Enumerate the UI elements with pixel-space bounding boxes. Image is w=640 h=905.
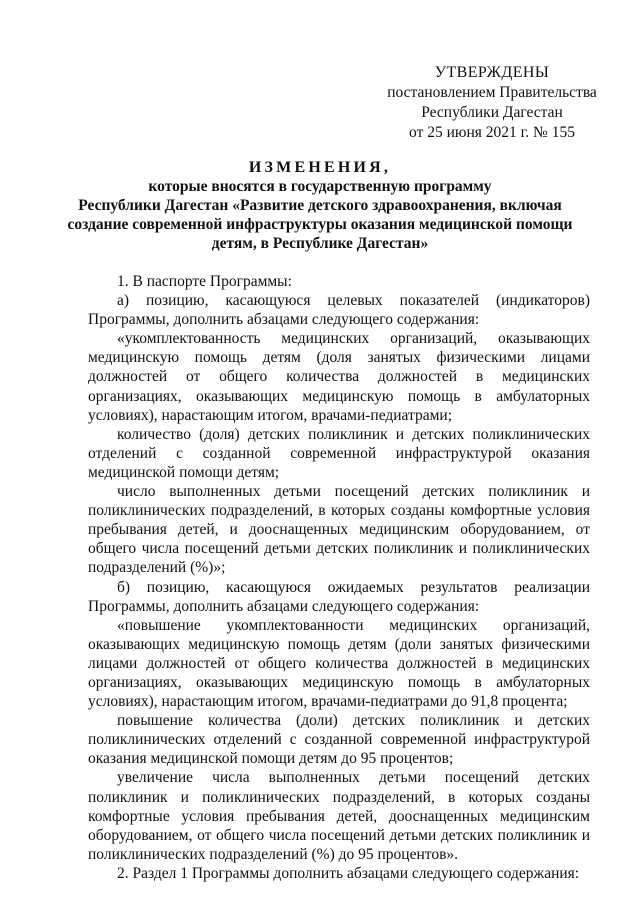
title-line-2: Республики Дагестан «Развитие детского здравоохранения, включая [78,197,562,214]
approval-line-3: от 25 июня 2021 г. № 155 [409,124,575,141]
paragraph: количество (доля) детских поликлиник и детских поликлинических отделений с созданной современной инфраструктурой оказания медицинской помощи детям; [88,425,590,481]
approval-stamp [372,63,612,143]
paragraph: 1. В паспорте Программы: [117,273,292,290]
paragraph: а) позицию, касающуюся целевых показателей (индикаторов) Программы, дополнить абзацами следующего содержания: [88,292,590,329]
title-line-1: которые вносятся в государственную программу [148,178,492,195]
document-body [88,272,590,883]
paragraph: повышение количества (доли) детских поликлиник и детских поликлинических отделений с созданной современной инфраструктурой оказания медицинской помощи детям до 95 процентов; [88,712,590,768]
paragraph: 2. Раздел 1 Программы дополнить абзацами следующего содержания: [117,864,580,882]
paragraph: число выполненных детьми посещений детских поликлиник и поликлинических подразделений, в которых созданы комфортные условия пребывания детей, и дооснащенных медицинским оборудованием, от общего числа посещений детьми детских поликлиник и поликлинических подразделений (%)»; [88,483,590,577]
approval-line-2: Республики Дагестан [421,104,563,121]
paragraph: «укомплектованность медицинских организаций, оказывающих медицинскую помощь детям (доля занятых физическими лицами должностей от общего количества должностей в медицинских организациях, оказывающих медицинскую помощь в амбулаторных условиях), нарастающим итогом, врачами-педиатрами; [88,330,590,424]
paragraph: «повышение укомплектованности медицинских организаций, оказывающих медицинскую помощь детям (доли занятых физическими лицами должностей от общего количества должностей в медицинских организациях, оказывающих медицинскую помощь в амбулаторных условиях), нарастающим итогом, врачами-педиатрами до 91,8 процента; [88,616,590,711]
paragraph: б) позицию, касающуюся ожидаемых результатов реализации Программы, дополнить абзацами следующего содержания: [88,578,590,615]
approval-line-1: постановлением Правительства [387,84,597,101]
paragraph: увеличение числа выполненных детьми посещений детских поликлиник и поликлинических подразделений, в которых созданы комфортные условия пребывания детей, дооснащенных медицинским оборудованием, от общего числа посещений детьми детских поликлиник и поликлинических подразделений (%) до 95 процентов». [88,769,590,863]
title-line-3: создание современной инфраструктуры оказания медицинской помощи [67,216,573,233]
document-title [60,158,580,253]
title-line-4: детям, в Республике Дагестан» [211,235,429,252]
title-word: ИЗМЕНЕНИЯ, [248,159,392,176]
approval-heading: УТВЕРЖДЕНЫ [434,64,550,81]
